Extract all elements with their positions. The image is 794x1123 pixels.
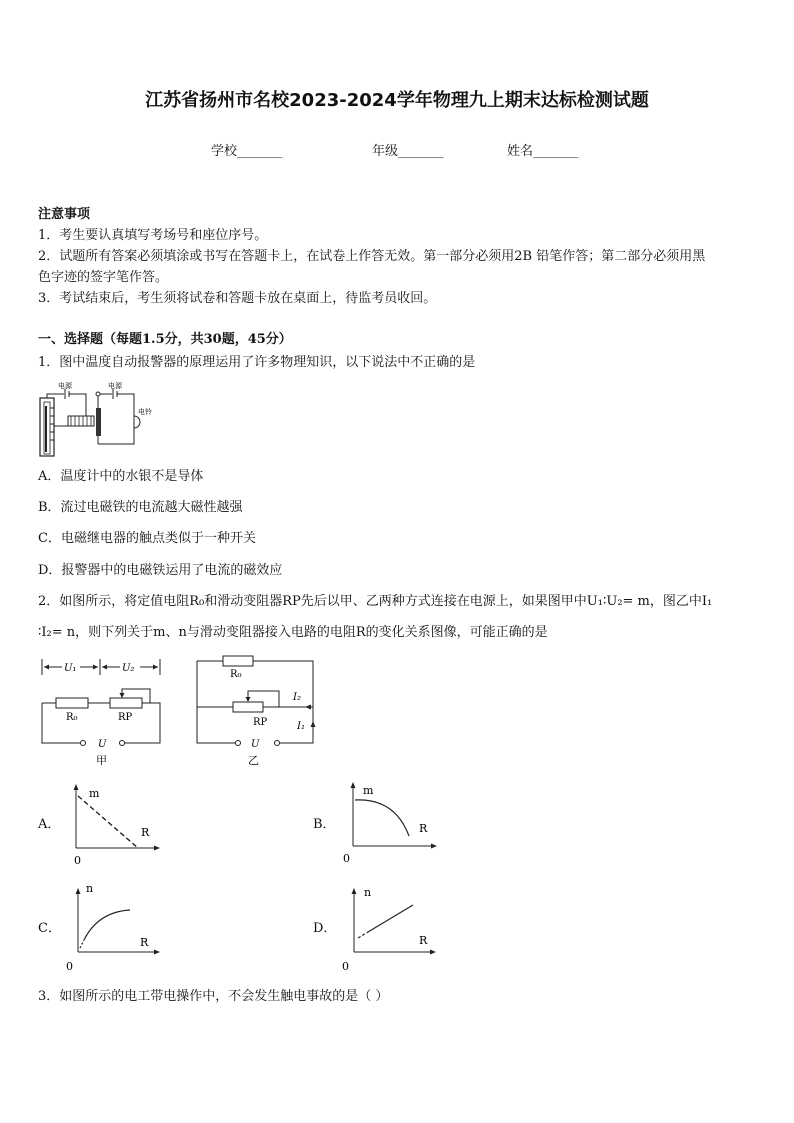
power-label-1: 电源 — [58, 382, 72, 390]
graph-d — [340, 882, 440, 972]
q1-option-c: C．电磁继电器的触点类似于一种开关 — [38, 531, 256, 546]
q2-stem-line2: ∶I₂= n，则下列关于m、n与滑动变阻器接入电路的电阻R的变化关系图像，可能正确的是 — [38, 625, 548, 640]
name-field: 姓名_______ — [507, 144, 579, 159]
q1-option-b: B．流过电磁铁的电流越大磁性越强 — [38, 500, 243, 515]
circuit-jia — [38, 655, 168, 770]
u-label-yi: U — [251, 739, 260, 750]
graph-c-origin: 0 — [66, 960, 73, 973]
rp-label-yi: RP — [253, 717, 268, 728]
graph-b — [343, 780, 443, 865]
q2-stem-line1: 2．如图所示，将定值电阻R₀和滑动变阻器RP先后以甲、乙两种方式连接在电源上，如果图甲中U₁∶U₂= m，图乙中I₁ — [38, 594, 713, 609]
u2-label: U₂ — [122, 663, 135, 674]
q1-option-a: A．温度计中的水银不是导体 — [38, 469, 204, 484]
graph-b-origin: 0 — [343, 852, 350, 865]
r0-label-yi: R₀ — [230, 669, 242, 680]
graph-b-ylabel: m — [363, 784, 374, 797]
notice-item-2-cont: 色字迹的签字笔作答。 — [38, 270, 169, 285]
u1-label: U₁ — [64, 663, 77, 674]
caption-yi: 乙 — [248, 754, 259, 767]
q1-stem: 1．图中温度自动报警器的原理运用了许多物理知识，以下说法中不正确的是 — [38, 355, 476, 370]
notice-item-1: 1．考生要认真填写考场号和座位序号。 — [38, 228, 268, 243]
q3-stem: 3．如图所示的电工带电操作中，不会发生触电事故的是（ ） — [38, 989, 389, 1004]
graph-b-xlabel: R — [419, 822, 428, 835]
graph-d-ylabel: n — [364, 886, 372, 899]
notice-item-3: 3．考试结束后，考生须将试卷和答题卡放在桌面上，待监考员收回。 — [38, 291, 437, 306]
q2-option-d-label: D． — [313, 921, 337, 936]
q2-option-a-label: A． — [38, 817, 61, 832]
graph-a-xlabel: R — [141, 826, 150, 839]
i1-label: I₁ — [297, 721, 305, 732]
notice-item-2: 2．试题所有答案必须填涂或书写在答题卡上，在试卷上作答无效。第一部分必须用2B 铅笔作答；第二部分必须用黑 — [38, 249, 706, 264]
grade-field: 年级_______ — [372, 144, 444, 159]
q1-alarm-figure — [38, 378, 168, 458]
graph-d-xlabel: R — [419, 934, 428, 947]
circuit-yi — [193, 655, 328, 770]
bell-label: 电铃 — [138, 408, 152, 416]
page-title: 江苏省扬州市名校2023-2024学年物理九上期末达标检测试题 — [145, 90, 649, 111]
q2-option-c-label: C． — [38, 921, 61, 936]
graph-c — [64, 882, 164, 972]
graph-c-xlabel: R — [140, 936, 149, 949]
u-label-jia: U — [98, 739, 107, 750]
r0-label-jia: R₀ — [66, 712, 78, 723]
graph-a-origin: 0 — [74, 854, 81, 867]
rp-label-jia: RP — [118, 712, 133, 723]
graph-d-origin: 0 — [342, 960, 349, 973]
power-label-2: 电源 — [108, 382, 122, 390]
graph-a — [70, 782, 170, 867]
i2-label: I₂ — [293, 692, 301, 703]
graph-a-ylabel: m — [89, 787, 100, 800]
graph-c-ylabel: n — [86, 882, 94, 895]
section-heading: 一、选择题（每题1.5分，共30题，45分） — [38, 332, 292, 347]
school-field: 学校_______ — [211, 144, 283, 159]
notice-heading: 注意事项 — [38, 207, 91, 222]
caption-jia: 甲 — [96, 754, 107, 767]
q1-option-d: D．报警器中的电磁铁运用了电流的磁效应 — [38, 563, 283, 578]
q2-option-b-label: B． — [313, 817, 336, 832]
